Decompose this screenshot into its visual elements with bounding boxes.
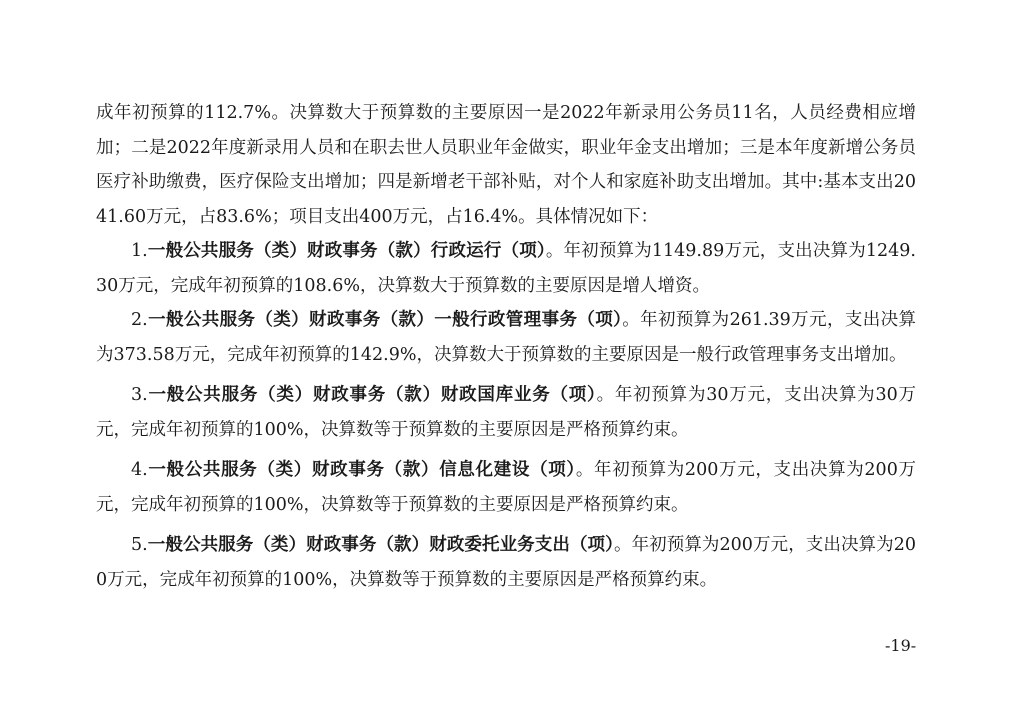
document-page (96, 96, 916, 597)
item-title: 一般公共服务（类）财政事务（款）行政运行（项） (147, 241, 546, 261)
item-paragraph-5 (96, 528, 916, 597)
item-number: 3. (131, 385, 148, 405)
item-body: 。年初预算为261.39万元，支出决算为373.58万元，完成年初预算的142.9%，决算数大于预算数的主要原因是一般行政管理事务支出增加。 (96, 310, 916, 365)
page-number: -19- (885, 636, 917, 655)
item-paragraph-1 (96, 234, 916, 303)
item-body: 。年初预算为1149.89万元，支出决算为1249.30万元，完成年初预算的108.6%，决算数大于预算数的主要原因是增人增资。 (96, 241, 916, 296)
item-title: 一般公共服务（类）财政事务（款）一般行政管理事务（项） (147, 310, 623, 330)
item-number: 2. (131, 310, 148, 330)
item-title: 一般公共服务（类）财政事务（款）财政国库业务（项） (147, 385, 597, 405)
item-number: 5. (131, 535, 148, 555)
item-paragraph-3 (96, 378, 916, 447)
item-number: 1. (131, 241, 148, 261)
item-body: 。年初预算为30万元，支出决算为30万元，完成年初预算的100%，决算数等于预算数的主要原因是严格预算约束。 (96, 385, 916, 440)
item-body: 。年初预算为200万元，支出决算为200万元，完成年初预算的100%，决算数等于预算数的主要原因是严格预算约束。 (96, 460, 917, 515)
intro-paragraph: 成年初预算的112.7%。决算数大于预算数的主要原因一是2022年新录用公务员11名，人员经费相应增加；二是2022年度新录用人员和在职去世人员职业年金做实，职业年金支出增加；三是本年度新增公务员医疗补助缴费，医疗保险支出增加；四是新增老干部补贴，对个人和家庭补助支出增加。其中:基本支出2041.60万元，占83.6%；项目支出400万元，占16.4%。具体情况如下： (96, 103, 916, 227)
item-title: 一般公共服务（类）财政事务（款）财政委托业务支出（项） (147, 535, 614, 555)
item-body: 。年初预算为200万元，支出决算为200万元，完成年初预算的100%，决算数等于预算数的主要原因是严格预算约束。 (96, 535, 917, 590)
item-title: 一般公共服务（类）财政事务（款）信息化建设（项） (147, 460, 576, 480)
item-paragraph-2 (96, 303, 916, 372)
item-paragraph-4 (96, 453, 916, 522)
item-number: 4. (131, 460, 148, 480)
